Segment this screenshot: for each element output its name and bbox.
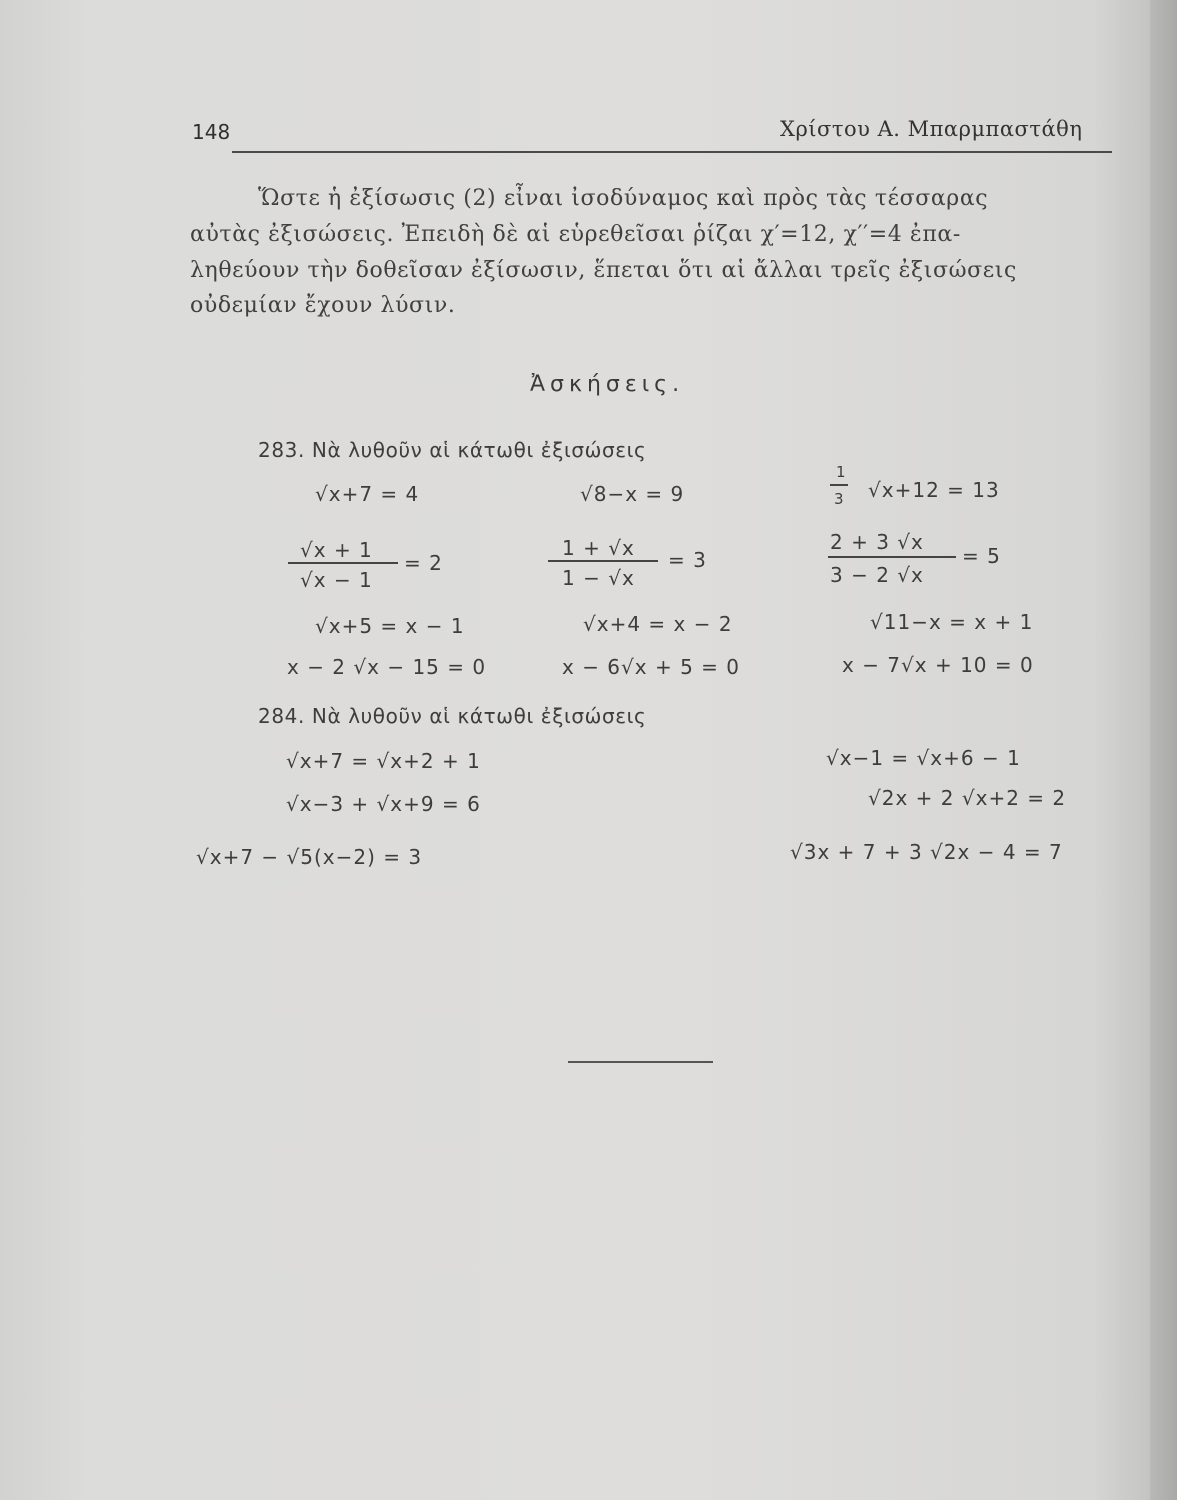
equation-283-12: x − 7√x + 10 = 0 bbox=[842, 653, 1034, 677]
equation-284-5: √2x + 2 √x+2 = 2 bbox=[868, 786, 1067, 810]
equation-283-7: √x+5 = x − 1 bbox=[315, 614, 465, 638]
fraction-third-denominator: 3 bbox=[834, 490, 845, 508]
equation-283-8: √x+4 = x − 2 bbox=[583, 612, 733, 636]
fraction-283-6-denominator: 3 − 2 √x bbox=[830, 563, 924, 587]
fraction-third-numerator: 1 bbox=[836, 463, 847, 481]
equation-283-2: √8−x = 9 bbox=[580, 482, 685, 506]
paragraph-line-1: Ὥστε ἡ ἐξίσωσις (2) εἶναι ἰσοδύναμος καὶ πρὸς τὰς τέσσαρας bbox=[258, 186, 989, 211]
fraction-bar bbox=[830, 484, 848, 486]
paragraph-line-4: οὐδεμίαν ἔχουν λύσιν. bbox=[190, 293, 456, 318]
equation-284-6: √3x + 7 + 3 √2x − 4 = 7 bbox=[790, 840, 1063, 864]
fraction-283-5-numerator: 1 + √x bbox=[562, 536, 635, 560]
paragraph-line-2: αὐτὰς ἐξισώσεις. Ἐπειδὴ δὲ αἱ εὑρεθεῖσαι ῥίζαι χ′=12, χ′′=4 ἐπα- bbox=[190, 222, 961, 247]
equation-284-4: √x−1 = √x+6 − 1 bbox=[826, 746, 1021, 770]
page-number: 148 bbox=[192, 120, 231, 144]
fraction-bar bbox=[548, 560, 658, 562]
exercise-283-heading: 283. Νὰ λυθοῦν αἱ κάτωθι ἐξισώσεις bbox=[258, 438, 647, 462]
fraction-283-6-rhs: = 5 bbox=[962, 544, 1001, 568]
fraction-283-5-rhs: = 3 bbox=[668, 548, 707, 572]
exercise-284-heading: 284. Νὰ λυθοῦν αἱ κάτωθι ἐξισώσεις bbox=[258, 704, 647, 728]
equation-284-3: √x+7 − √5(x−2) = 3 bbox=[196, 845, 423, 869]
running-header-author: Χρίστου Α. Μπαρμπαστάθη bbox=[780, 117, 1083, 141]
fraction-283-5-denominator: 1 − √x bbox=[562, 566, 635, 590]
section-end-rule bbox=[568, 1061, 713, 1063]
equation-283-1: √x+7 = 4 bbox=[315, 482, 420, 506]
equation-283-9: √11−x = x + 1 bbox=[870, 610, 1034, 634]
fraction-283-4-rhs: = 2 bbox=[404, 551, 443, 575]
equation-283-11: x − 6√x + 5 = 0 bbox=[562, 655, 741, 679]
fraction-bar bbox=[288, 562, 398, 564]
fraction-283-4-numerator: √x + 1 bbox=[300, 538, 373, 562]
paragraph-line-3: ληθεύουν τὴν δοθεῖσαν ἐξίσωσιν, ἕπεται ὅτι αἱ ἄλλαι τρεῖς ἐξισώσεις bbox=[190, 258, 1017, 283]
equation-283-3: √x+12 = 13 bbox=[868, 478, 1000, 502]
section-title: Ἀσκήσεις. bbox=[530, 372, 685, 397]
equation-284-2: √x−3 + √x+9 = 6 bbox=[286, 792, 481, 816]
page-edge bbox=[1150, 0, 1177, 1500]
fraction-283-4-denominator: √x − 1 bbox=[300, 568, 373, 592]
equation-283-10: x − 2 √x − 15 = 0 bbox=[287, 655, 487, 679]
fraction-bar bbox=[828, 556, 956, 558]
fraction-283-6-numerator: 2 + 3 √x bbox=[830, 530, 924, 554]
equation-284-1: √x+7 = √x+2 + 1 bbox=[286, 749, 481, 773]
header-rule bbox=[232, 151, 1112, 153]
